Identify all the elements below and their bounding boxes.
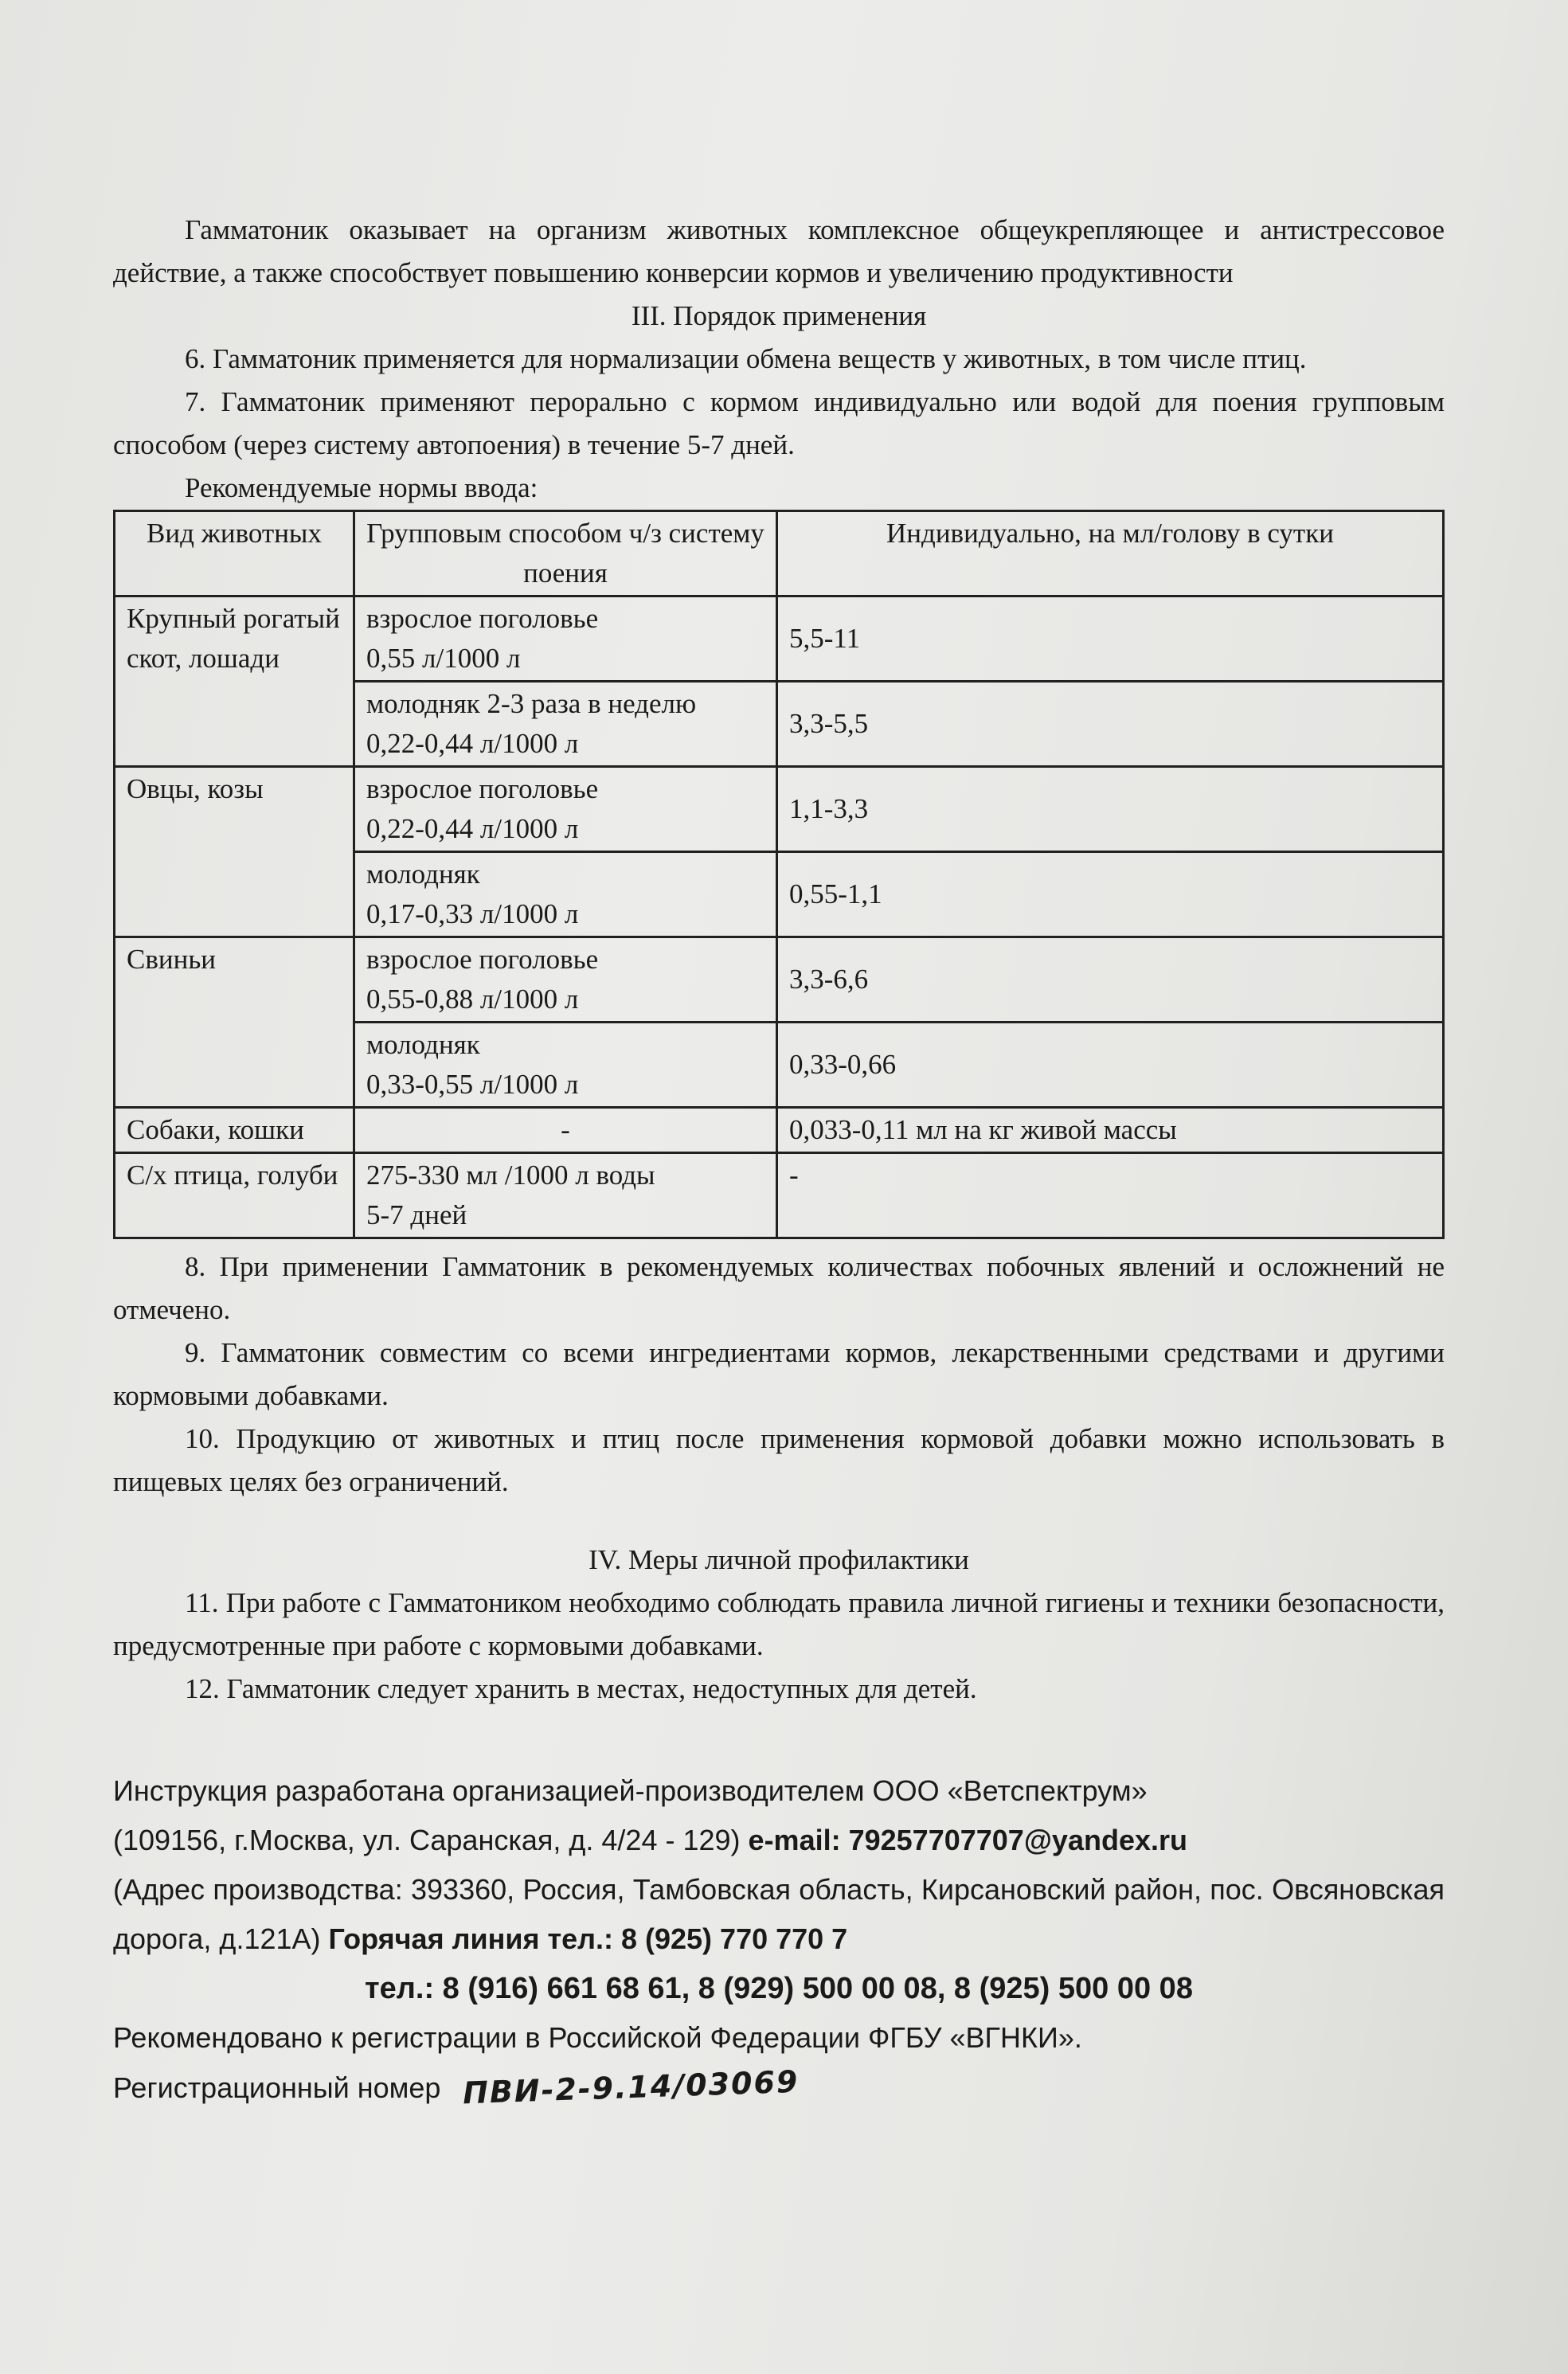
group-line: молодняк bbox=[366, 858, 480, 890]
section-4-title: IV. Меры личной профилактики bbox=[588, 1544, 969, 1575]
paragraph-8: 8. При применении Гамматоник в рекомендуемых количествах побочных явлений и осложнений не отмечено. bbox=[113, 1251, 1445, 1325]
animal-cell: Свиньи bbox=[115, 937, 354, 1108]
header-animal: Вид животных bbox=[115, 511, 354, 596]
animal-cell: С/х птица, голуби bbox=[115, 1153, 354, 1238]
registration-label: Регистрационный номер bbox=[113, 2071, 441, 2104]
paragraph-11: 11. При работе с Гамматоником необходимо соблюдать правила личной гигиены и техники безопасности, предусмотренные при работе с кормовыми добавками. bbox=[113, 1587, 1445, 1661]
animal-cell: Крупный рогатый скот, лошади bbox=[115, 596, 354, 767]
table-row bbox=[115, 937, 1444, 1023]
header-group: Групповым способом ч/з систему поения bbox=[354, 511, 777, 596]
individual-cell: - bbox=[777, 1153, 1444, 1238]
group-cell bbox=[354, 596, 777, 682]
table-row bbox=[115, 767, 1444, 852]
production-address-line bbox=[113, 1865, 1445, 1964]
production-address: (Адрес производства: 393360, Россия, Тамбовская область, Кирсановский район, пос. Овсяновская дорога, д.121А) bbox=[113, 1873, 1445, 1955]
group-cell bbox=[354, 682, 777, 767]
document-content bbox=[113, 209, 1445, 2113]
header-individual: Индивидуально, на мл/голову в сутки bbox=[777, 511, 1444, 596]
group-line: взрослое поголовье bbox=[366, 773, 599, 804]
group-line: 0,22-0,44 л/1000 л bbox=[366, 728, 579, 759]
animal-cell: Собаки, кошки bbox=[115, 1108, 354, 1153]
group-line: 0,33-0,55 л/1000 л bbox=[366, 1069, 579, 1100]
individual-cell: 1,1-3,3 bbox=[777, 767, 1444, 852]
group-line: молодняк bbox=[366, 1029, 480, 1060]
group-line: взрослое поголовье bbox=[366, 944, 599, 975]
individual-cell: 5,5-11 bbox=[777, 596, 1444, 682]
paragraph-9: 9. Гамматоник совместим со всеми ингредиентами кормов, лекарственными средствами и другими кормовыми добавками. bbox=[113, 1337, 1445, 1411]
group-cell: - bbox=[354, 1108, 777, 1153]
intro-paragraph: Гамматоник оказывает на организм животных комплексное общеукрепляющее и антистрессовое действие, а также способствует повышению конверсии кормов и увеличению продуктивности bbox=[113, 214, 1445, 288]
table-header-row bbox=[115, 511, 1444, 596]
individual-cell: 0,55-1,1 bbox=[777, 852, 1444, 937]
individual-cell: 0,33-0,66 bbox=[777, 1023, 1444, 1108]
section-3-title: III. Порядок применения bbox=[631, 300, 927, 331]
footer bbox=[113, 1766, 1445, 2113]
norms-label: Рекомендуемые нормы ввода: bbox=[185, 472, 538, 503]
paragraph-7: 7. Гамматоник применяют перорально с кормом индивидуально или водой для поения групповым способом (через систему автопоения) в течение 5-7 дней. bbox=[113, 386, 1445, 460]
group-line: 275-330 мл /1000 л воды bbox=[366, 1160, 655, 1191]
group-cell bbox=[354, 767, 777, 852]
table-row bbox=[115, 1153, 1444, 1238]
address: (109156, г.Москва, ул. Саранская, д. 4/24 - 129) bbox=[113, 1824, 741, 1856]
group-line: 0,22-0,44 л/1000 л bbox=[366, 813, 579, 844]
group-cell bbox=[354, 852, 777, 937]
address-line bbox=[113, 1816, 1445, 1865]
dosage-table bbox=[113, 510, 1445, 1239]
developer-line: Инструкция разработана организацией-производителем ООО «Ветспектрум» bbox=[113, 1774, 1148, 1807]
animal-cell: Овцы, козы bbox=[115, 767, 354, 937]
group-cell bbox=[354, 1023, 777, 1108]
group-line: 0,55-0,88 л/1000 л bbox=[366, 984, 579, 1015]
recommended-line: Рекомендовано к регистрации в Российской Федерации ФГБУ «ВГНКИ». bbox=[113, 2021, 1082, 2054]
phones-line: тел.: 8 (916) 661 68 61, 8 (929) 500 00 08, 8 (925) 500 00 08 bbox=[365, 1972, 1193, 2005]
group-line: 0,17-0,33 л/1000 л bbox=[366, 898, 579, 929]
hotline: Горячая линия тел.: 8 (925) 770 770 7 bbox=[328, 1922, 848, 1955]
paragraph-12: 12. Гамматоник следует хранить в местах, недоступных для детей. bbox=[185, 1673, 977, 1704]
table-row bbox=[115, 1108, 1444, 1153]
registration-number: ПВИ-2-9.14/03069 bbox=[462, 2063, 800, 2111]
group-line: 0,55 л/1000 л bbox=[366, 643, 521, 674]
group-line: взрослое поголовье bbox=[366, 603, 599, 634]
individual-cell: 3,3-5,5 bbox=[777, 682, 1444, 767]
registration-line bbox=[113, 2063, 1445, 2113]
group-line: 5-7 дней bbox=[366, 1199, 467, 1230]
group-cell bbox=[354, 1153, 777, 1238]
individual-cell: 3,3-6,6 bbox=[777, 937, 1444, 1023]
paragraph-10: 10. Продукцию от животных и птиц после применения кормовой добавки можно использовать в пищевых целях без ограничений. bbox=[113, 1423, 1445, 1497]
email: e-mail: 79257707707@yandex.ru bbox=[748, 1824, 1187, 1856]
table-row bbox=[115, 596, 1444, 682]
paragraph-6: 6. Гамматоник применяется для нормализации обмена веществ у животных, в том числе птиц. bbox=[185, 343, 1307, 374]
individual-cell: 0,033-0,11 мл на кг живой массы bbox=[777, 1108, 1444, 1153]
group-line: молодняк 2-3 раза в неделю bbox=[366, 688, 697, 719]
group-cell bbox=[354, 937, 777, 1023]
